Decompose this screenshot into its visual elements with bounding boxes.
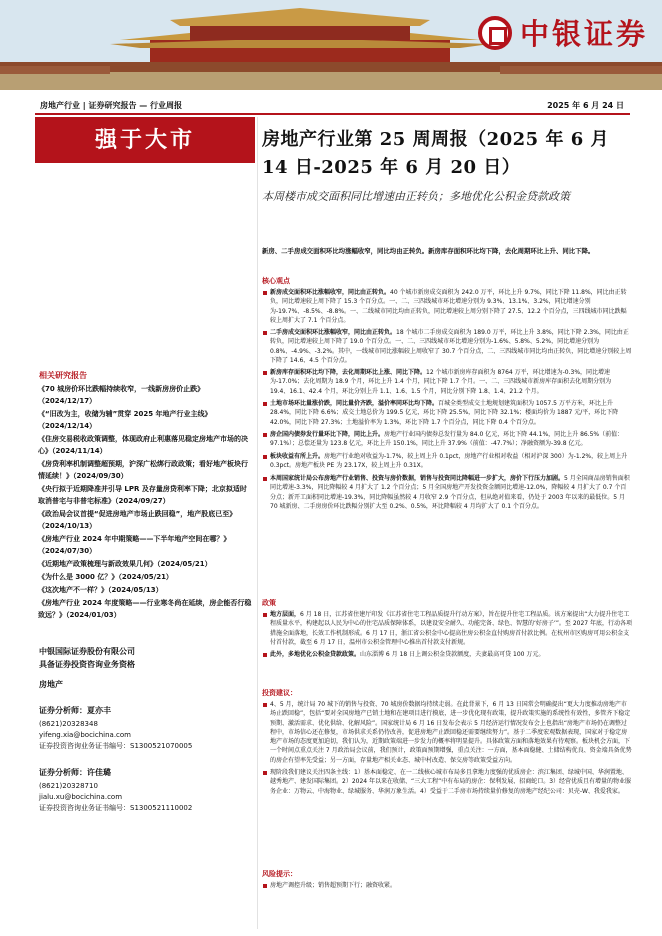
- report-date: 2025 年 6 月 24 日: [547, 101, 624, 110]
- analyst-cert: 证券投资咨询业务证书编号：S1300521070005: [39, 742, 193, 750]
- bullet-text: 12 个城市新房库存面积为 8764 万平，环比增速为-0.3%，同比增速为-17.0%；去化周期为 18.9 个月，环比上升 1.4 个月，同比下降 1.7 个月。一、二、三四线城市新房库存面积去化周期分别为 19.4、16.1、42.4 个月，环比分别上升 1.1、1.6、1.5 个月，同比分别下降 1.8、1.4、21.2 个月。: [270, 369, 612, 395]
- bullet-text: 40 个城市新房成交面积为 242.0 万平，环比上升 9.7%，同比下降 11.8%，同比由正转负，同比增速较上周下降了 15.3 个百分点。一、二、三四线城市环比增速分别为 9.3%、13.1%、3.2%，同比增速分别为-19.7%、-8.5%、-8.8%。一、二线城市同比均由正转负，同比增速较上周分别下降了 27.5、12.2 个百分点，三四线城市同比跌幅较上周扩大了 7.1 个百分点。: [270, 289, 627, 324]
- related-report-item[interactable]: 《房地产行业 2024 年度策略——行业寒冬尚在延续，房企能否行稳致远？》（2024/01/03）: [38, 599, 252, 619]
- bullet-lead: 地方层面，: [270, 611, 301, 618]
- sidebar: [35, 117, 255, 929]
- core-bullet: [262, 288, 632, 325]
- company-info: [39, 645, 135, 671]
- rating-badge: 强于大市: [35, 117, 255, 163]
- analyst-email[interactable]: jialu.xu@bocichina.com: [39, 793, 123, 801]
- bullet-text: 房地产行业国内债券总发行量为 84.0 亿元，环比下降 44.1%，同比上升 86.5%（前值：97.1%）；总偿还量为 123.8 亿元，环比上升 150.1%，同比上升 37.9%（前值：-47.7%）；净融资额为-39.8 亿元。: [270, 431, 624, 448]
- related-report-item[interactable]: 《“旧改为主，收储为辅”贯穿 2025 年地产行业主线》（2024/12/14）: [38, 410, 212, 430]
- company-line: 中银国际证券股份有限公司: [39, 647, 135, 656]
- report-type: 房地产行业 | 证券研究报告 — 行业周报: [40, 101, 183, 110]
- related-reports-list: [38, 383, 252, 622]
- core-bullet: [262, 474, 632, 511]
- related-report-item[interactable]: 《央行拟于近期降准并引导 LPR 及存量房贷利率下降；北京拟适时取消普宅与非普宅标准》（2024/09/27）: [38, 485, 247, 505]
- bullet-lead: 二手房成交面积环比涨幅收窄，同比由正转负。: [270, 329, 397, 336]
- analyst-name: 证券分析师：夏亦丰: [39, 706, 111, 715]
- report-subtitle: 本周楼市成交面积同比增速由正转负；多地优化公积金贷款政策: [262, 190, 570, 203]
- report-title: 房地产行业第 25 周周报（2025 年 6 月 14 日-2025 年 6 月 20 日）: [262, 129, 610, 178]
- policy-bullet: [262, 610, 632, 647]
- invest-bullet: [262, 768, 632, 796]
- analyst-name: 证券分析师：许佳璐: [39, 768, 111, 777]
- bullet-lead: 本周国家统计局公布房地产行业销售、投资与房价数据，销售与投资同比降幅进一步扩大，房价下行压力加剧。: [270, 475, 565, 482]
- related-report-item[interactable]: 《为什么是 3000 亿？》（2024/05/21）: [38, 573, 173, 581]
- analyst-phone: (8621)20328348: [39, 720, 98, 728]
- core-bullet: [262, 430, 632, 449]
- core-bullet: [262, 328, 632, 365]
- related-report-item[interactable]: 《房贷利率机制调整超预期，沪深广松绑行政政策；看好地产板块行情延续！》（2024/09/30）: [38, 460, 248, 480]
- core-bullet: [262, 452, 632, 471]
- core-bullet: [262, 399, 632, 427]
- core-bullet: [262, 368, 632, 396]
- bullet-text: 18 个城市二手房成交面积为 189.0 万平，环比上升 3.8%，同比下降 2.3%，同比由正转负，同比增速较上周下降了 19.0 个百分点。一、二、三四线城市环比增速分别为-1.6%、5.8%、5.2%，同比增速分别为 0.8%、-4.9%、-3.2%。其中，一线城市同比涨幅较上周收窄了 30.7 个百分点，二、三四线城市同比均由正转负，同比增速分别较上周下降了 14.6、4.5 个百分点。: [270, 329, 632, 364]
- related-report-item[interactable]: 《这次地产不一样？》（2024/05/13）: [38, 586, 163, 594]
- industry-label: 房地产: [39, 680, 63, 689]
- risk-bullet: [262, 881, 632, 890]
- bullet-lead: 新房成交面积环比涨幅收窄，同比由正转负。: [270, 289, 391, 296]
- bullet-text: 房地产行业绝对收益为-1.7%，较上周上升 0.1pct，房地产行业相对收益（相对沪深 300）为-1.2%，较上周上升 0.3pct。房地产板块 PE 为 23.17X，较上周上升 0.31X。: [270, 453, 628, 470]
- bullet-text: 百城全类型成交土地规划建筑面积为 1057.5 万平方米，环比上升 28.4%，同比下降 6.6%；成交土地总价为 199.5 亿元，环比下降 25.5%，同比下降 32.1%；楼面均价为 1887 元/平，环比下降 42.0%，同比下降 27.3%；土地溢价率为 1.3%，环比下降 1.7 个百分点，同比下降 0.4 个百分点。: [270, 400, 619, 426]
- body-sections: [262, 0, 634, 936]
- bullet-text: 现阶段我们建议关注四条主线：1）基本面稳定、在一二线核心城市布局多且拿地力度强的优质房企：滨江集团、绿城中国、华润置地、越秀地产、建发国际集团。2）2024 年以来在收储、“三大工程”中有布局的房企：保利发展、招商蛇口。3）经营优质且有增量的物业服务企业：万物云、中海物业、绿城服务、华润万象生活。4）受益于二手房市场持续量价修复的房地产经纪公司：贝壳-W、我爱我家。: [270, 769, 632, 795]
- bullet-lead: 板块收益有所上升。: [270, 453, 325, 460]
- bullet-lead: 房企国内债券发行量环比下降，同比上升。: [270, 431, 385, 438]
- analyst-phone: (8621)20328710: [39, 782, 98, 790]
- analyst-card: [39, 705, 192, 752]
- related-report-item[interactable]: 《70 城房价环比跌幅持续收窄，一线新房房价止跌》（2024/12/17）: [38, 385, 205, 405]
- policy-heading: 政策: [262, 599, 276, 607]
- bullet-text: 4、5 月，统计局 70 城下的销售与投资、70 城房价数据均持续走弱。在此背景下，6 月 13 日国常会明确提出“更大力度推动房地产市场止跌回稳”，包括“要对全国房地产已销土地和在建项目进行摸底，进一步优化现有政策，提升政策实施的系统性有效性，多管齐下稳定预期、激活需求、优化供给、化解风险”。国家统计局 6 月 16 日发布会表示 5 月经济运行情况发布会上也指出“房地产市场仍在调整过程中，市场信心还在修复，市场供求关系仍待改善，促进房地产止跌回稳还需要继续努力”。基于二季度宏观数据表现，国家对于稳定房地产市场的态度更加迫切，我们认为，近期政策端进一步发力的概率将明显提升。具体政策方面和落地效果有待观察。板块机会方面，下一个时间点重点关注 7 月政治局会议前，我们预计，政策面预期增强，重点关注：一方面，基本面稳健、土储结构优良、资金端具备优势的房企有望率先受益；另一方面，存量地产相关业态、城中村改造、保交房等政策受益方向。: [270, 701, 632, 764]
- bullet-text: 房地产调控升级；销售超预期下行；融资收紧。: [270, 882, 397, 889]
- company-line: 具备证券投资咨询业务资格: [39, 660, 135, 669]
- column-divider: [257, 117, 258, 929]
- related-report-item[interactable]: 《近期地产政策梳理与新政效果几何》（2024/05/21）: [38, 560, 212, 568]
- policy-bullet: [262, 650, 632, 659]
- bullet-text: 山东淄博 6 月 18 日上调公积金贷款额度，夫妻最高可贷 100 万元。: [360, 651, 545, 658]
- analyst-email[interactable]: yifeng.xia@bocichina.com: [39, 731, 131, 739]
- analyst-cert: 证券投资咨询业务证书编号：S1300521110002: [39, 804, 193, 812]
- bullet-lead: 新房库存面积环比均下降，去化周期环比上涨、同比下降。: [270, 369, 427, 376]
- bullet-text: 6 月 18 日，江苏省住建厅印发《江苏省住宅工程品质提升行动方案》，旨在提升住宅工程品质。该方案提出“大力提升住宅工程质量水平，构建起以人民为中心的住宅品质保障体系，以建设安全耐久、功能完备、绿色、智慧的‘好房子’”。至 2027 年底，行动各项措施全面落地，长效工作机制形成。6 月 17 日，浙江省公积金中心提高住房公积金直付购房首付款比例。在杭州市区购房可用公积金支付首付款，截至 6 月 17 日，温州市公积金管理中心推出首付款支付新规。: [270, 611, 633, 646]
- bullet-lead: 土地市场环比量涨价跌，同比量价齐跌，溢价率同环比均下降。: [270, 400, 439, 407]
- related-report-item[interactable]: 《政治局会议首提“促进房地产市场止跌回稳”，地产股底已至》（2024/10/13）: [38, 510, 237, 530]
- related-report-item[interactable]: 《住房交易税收政策调整，体现政府止利惠落见稳定房地产市场的决心》（2024/11/14）: [38, 435, 248, 455]
- risk-heading: 风险提示：: [262, 870, 297, 878]
- analyst-card: [39, 767, 192, 814]
- bullet-text: 5 月全国商品房销售面积同比增速-3.3%，同比降幅较 4 月扩大了 1.2 个百分点；5 月全国房地产开发投资金额同比增速-12.0%，降幅较 4 月扩大了 0.7 个百分点；新开工面积同比增速-19.3%，同比降幅虽然较 4 月收窄 2.9 个百分点，但从绝对值来看，仍处于 2003 年以来的最低位。5 月 70 城新房、二手房房价环比跌幅分别扩大至 0.2%、0.5%，环比降幅较 4 月均扩大了 0.1 个百分点。: [270, 475, 630, 510]
- related-reports-heading: 相关研究报告: [39, 371, 87, 380]
- core-heading: 核心观点: [262, 277, 290, 285]
- invest-bullet: [262, 700, 632, 765]
- bullet-lead: 此外，多地优化公积金贷款政策。: [270, 651, 361, 658]
- brand-name: 中银证券: [519, 17, 648, 51]
- invest-heading: 投资建议：: [262, 689, 297, 697]
- summary-text: 新房、二手房成交面积环比均涨幅收窄，同比均由正转负。新房库存面积环比均下降，去化周期环比上升、同比下降。: [262, 247, 595, 255]
- related-report-item[interactable]: 《房地产行业 2024 年中期策略——下半年地产空间在哪？》（2024/07/30）: [38, 535, 231, 555]
